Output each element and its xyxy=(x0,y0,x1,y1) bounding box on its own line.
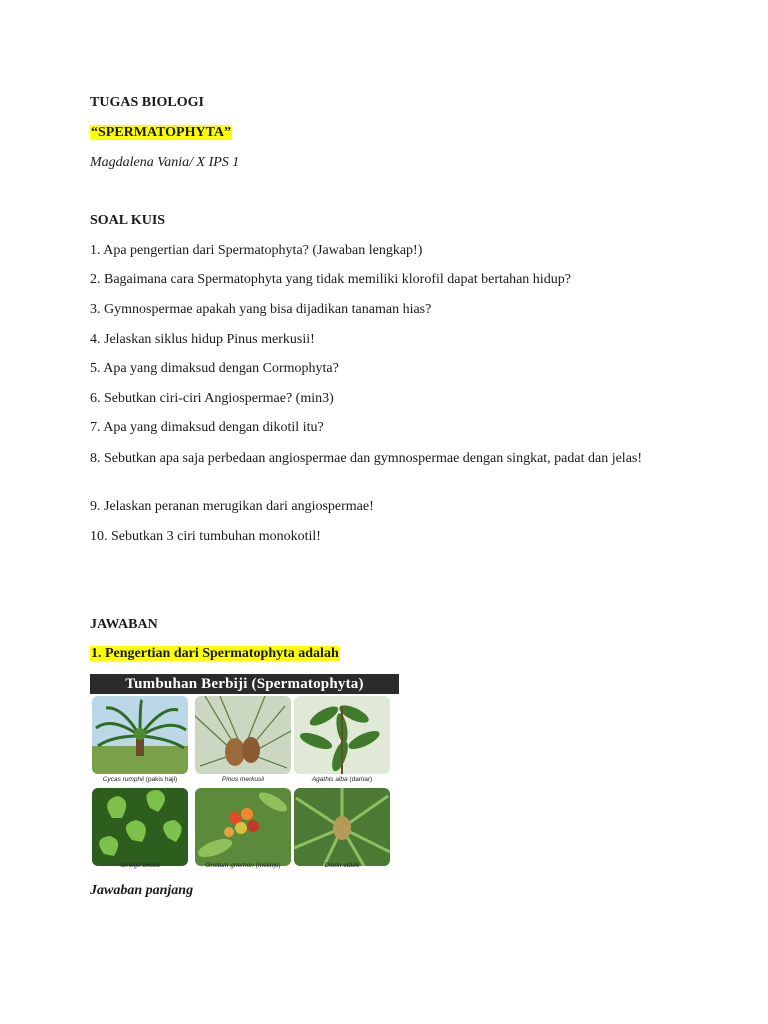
caption-pinus-latin: Pinus merkusii xyxy=(221,776,265,783)
answer-1-heading xyxy=(90,645,340,663)
question-8: 8. Sebutkan apa saja perbedaan angiospermae dan gymnospermae dengan singkat, padat dan jelas! xyxy=(90,451,643,466)
caption-dioon xyxy=(292,862,392,870)
caption-cycas-local: (pakis haji) xyxy=(143,776,178,783)
cycas-plant-image xyxy=(92,696,188,774)
caption-ginkgo-latin: Ginkgo biloba xyxy=(120,862,160,869)
caption-ginkgo xyxy=(90,862,190,870)
agathis-photo xyxy=(294,696,390,774)
assignment-title: TUGAS BIOLOGI xyxy=(90,95,204,110)
caption-agathis-latin: Agathis alba xyxy=(311,776,348,783)
caption-gnetum-local: (melinjo) xyxy=(253,862,281,869)
ginkgo-photo xyxy=(92,788,188,866)
caption-cycas xyxy=(90,776,190,784)
topic-title xyxy=(90,124,232,142)
question-9: 9. Jelaskan peranan merugikan dari angiospermae! xyxy=(90,499,374,514)
cycas-photo xyxy=(92,696,188,774)
caption-gnetum xyxy=(193,862,293,870)
spermatophyta-figure xyxy=(90,674,399,873)
question-3: 3. Gymnospermae apakah yang bisa dijadikan tanaman hias? xyxy=(90,302,432,317)
pinus-cone-image xyxy=(195,696,291,774)
caption-dioon-latin: Dioon edule xyxy=(324,862,360,869)
ginkgo-leaves-image xyxy=(92,788,188,866)
question-7: 7. Apa yang dimaksud dengan dikotil itu? xyxy=(90,420,324,435)
question-2: 2. Bagaimana cara Spermatophyta yang tidak memiliki klorofil dapat bertahan hidup? xyxy=(90,272,571,287)
answers-heading: JAWABAN xyxy=(90,617,158,632)
caption-pinus xyxy=(193,776,293,784)
question-10: 10. Sebutkan 3 ciri tumbuhan monokotil! xyxy=(90,529,321,544)
answer-1-highlight: 1. Pengertian dari Spermatophyta adalah xyxy=(91,646,339,661)
figure-banner: Tumbuhan Berbiji (Spermatophyta) xyxy=(90,674,399,694)
topic-highlight: “SPERMATOPHYTA” xyxy=(91,125,232,140)
gnetum-fruit-image xyxy=(195,788,291,866)
caption-gnetum-latin: Gnetum gnemon xyxy=(205,862,254,869)
question-4: 4. Jelaskan siklus hidup Pinus merkusii! xyxy=(90,332,315,347)
agathis-leaves-image xyxy=(294,696,390,774)
question-6: 6. Sebutkan ciri-ciri Angiospermae? (min3) xyxy=(90,391,334,406)
dioon-photo xyxy=(294,788,390,866)
quiz-heading: SOAL KUIS xyxy=(90,213,166,228)
dioon-plant-image xyxy=(294,788,390,866)
gnetum-photo xyxy=(195,788,291,866)
question-5: 5. Apa yang dimaksud dengan Cormophyta? xyxy=(90,361,339,376)
question-1: 1. Apa pengertian dari Spermatophyta? (Jawaban lengkap!) xyxy=(90,243,423,258)
author-line: Magdalena Vania/ X IPS 1 xyxy=(90,155,240,170)
pinus-photo xyxy=(195,696,291,774)
caption-agathis xyxy=(292,776,392,784)
caption-agathis-local: (damar) xyxy=(347,776,373,783)
caption-cycas-latin: Cycas rumphii xyxy=(102,776,144,783)
long-answer-label: Jawaban panjang xyxy=(90,883,194,898)
